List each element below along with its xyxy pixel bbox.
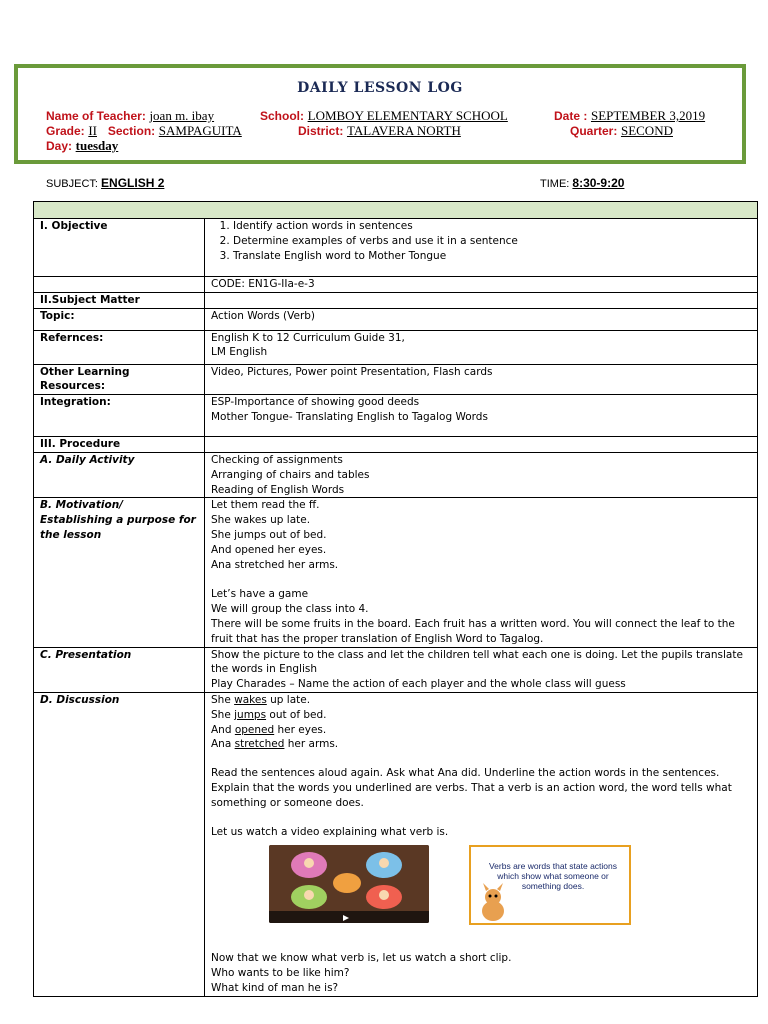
subject-value: ENGLISH 2 — [101, 176, 165, 190]
presentation-cell — [205, 647, 758, 692]
discussion-sentence: Ana stretched her arms. — [211, 738, 339, 751]
subject-matter-label: II.Subject Matter — [34, 292, 205, 308]
other-resources-cell: Video, Pictures, Power point Presentation, Flash cards — [205, 364, 758, 395]
references-label: Refernces: — [34, 330, 205, 364]
integration-label: Integration: — [34, 395, 205, 437]
table-row — [34, 498, 758, 647]
page-title: DAILY LESSON LOG — [297, 80, 463, 96]
table-row — [34, 692, 758, 996]
topic-cell: Action Words (Verb) — [205, 308, 758, 330]
presentation-label: C. Presentation — [34, 647, 205, 692]
references-cell — [205, 330, 758, 364]
motivation-label: B. Motivation/ Establishing a purpose for the lesson — [34, 498, 205, 647]
date-label: Date : — [554, 109, 588, 123]
table-row — [34, 219, 758, 277]
discussion-label: D. Discussion — [34, 692, 205, 996]
discussion-line: Who wants to be like him? — [211, 967, 350, 980]
quarter-field — [570, 123, 673, 139]
time-value: 8:30-9:20 — [572, 176, 625, 190]
presentation-line: Show the picture to the class and let the children tell what each one is doing. Let the pupils translate the words in English — [211, 648, 743, 676]
table-row — [34, 292, 758, 308]
table-row — [34, 308, 758, 330]
daily-activity-label: A. Daily Activity — [34, 452, 205, 497]
table-header-row — [34, 202, 758, 219]
integration-line: ESP-Importance of showing good deeds — [211, 396, 420, 409]
discussion-line: Now that we know what verb is, let us watch a short clip. — [211, 952, 512, 965]
presentation-line: Play Charades – Name the action of each player and the whole class will guess — [211, 678, 626, 691]
motivation-line: She wakes up late. — [211, 514, 311, 527]
motivation-cell — [205, 498, 758, 647]
district-label: District: — [298, 124, 344, 138]
date-value: SEPTEMBER 3,2019 — [590, 108, 706, 123]
quarter-value: SECOND — [620, 123, 673, 138]
teacher-value: joan m. ibay — [149, 108, 215, 123]
day-field — [46, 138, 118, 154]
grade-label: Grade: — [46, 124, 85, 138]
discussion-video-line: Let us watch a video explaining what verb is. — [211, 825, 449, 838]
discussion-cell — [205, 692, 758, 996]
list-item: 3. Translate English word to Mother Tongue — [233, 249, 751, 264]
section-value: SAMPAGUITA — [158, 123, 242, 138]
school-label: School: — [260, 109, 304, 123]
table-row — [34, 330, 758, 364]
table-row — [34, 437, 758, 453]
other-resources-label: Other Learning Resources: — [34, 364, 205, 395]
teacher-label: Name of Teacher: — [46, 109, 146, 123]
verb-definition-text: Verbs are words that state actions which show what someone or something does. — [488, 861, 618, 892]
video-thumbnail-image[interactable] — [269, 845, 429, 923]
topic-label: Topic: — [34, 308, 205, 330]
daily-line: Arranging of chairs and tables — [211, 468, 370, 481]
header-box — [14, 64, 746, 164]
discussion-sentence: She wakes up late. — [211, 693, 311, 706]
quarter-label: Quarter: — [570, 124, 618, 138]
integration-cell — [205, 395, 758, 437]
time-line — [540, 176, 624, 190]
discussion-paragraph: Read the sentences aloud again. Ask what Ana did. Underline the action words in the sentences. Explain that the words you underlined are verbs. That a verb is an action word, the word tells what something or someone does. — [211, 767, 732, 809]
motivation-line: She jumps out of bed. — [211, 528, 327, 541]
subject-line — [46, 176, 164, 190]
date-field — [554, 108, 705, 124]
motivation-line: Let’s have a game — [211, 588, 309, 601]
reference-line: English K to 12 Curriculum Guide 31, — [211, 331, 405, 344]
day-value: tuesday — [75, 138, 119, 153]
table-row — [34, 277, 758, 293]
reference-line: LM English — [211, 346, 268, 359]
motivation-line: Ana stretched her arms. — [211, 558, 339, 571]
motivation-line: We will group the class into 4. — [211, 603, 369, 616]
time-label: TIME: — [540, 178, 570, 190]
teacher-field — [46, 108, 214, 124]
school-value: LOMBOY ELEMENTARY SCHOOL — [307, 108, 508, 123]
verb-definition-image — [469, 845, 631, 925]
objective-label: I. Objective — [34, 219, 205, 277]
motivation-line: And opened her eyes. — [211, 543, 327, 556]
motivation-line: There will be some fruits in the board. Each fruit has a written word. You will connect the leaf to the fruit that has the proper translation of English Word to Tagalog. — [211, 617, 735, 645]
school-field — [260, 108, 508, 124]
discussion-sentence: She jumps out of bed. — [211, 708, 327, 721]
grade-section-field — [46, 123, 242, 139]
integration-line: Mother Tongue- Translating English to Tagalog Words — [211, 410, 488, 423]
subject-label: SUBJECT: — [46, 178, 98, 190]
daily-activity-cell — [205, 452, 758, 497]
district-value: TALAVERA NORTH — [346, 123, 461, 138]
procedure-label: III. Procedure — [34, 437, 205, 453]
list-item: 2. Determine examples of verbs and use it in a sentence — [233, 234, 751, 249]
list-item: 1. Identify action words in sentences — [233, 219, 751, 234]
table-row — [34, 364, 758, 395]
day-label: Day: — [46, 139, 73, 153]
motivation-line: Let them read the ff. — [211, 499, 320, 512]
daily-line: Reading of English Words — [211, 483, 345, 496]
daily-line: Checking of assignments — [211, 453, 343, 466]
lesson-table — [33, 201, 758, 997]
table-row — [34, 452, 758, 497]
objective-cell — [205, 219, 758, 277]
grade-value: II — [88, 123, 97, 138]
code-cell: CODE: EN1G-IIa-e-3 — [205, 277, 758, 293]
video-images — [211, 839, 751, 939]
section-label: Section: — [107, 124, 156, 138]
district-field — [298, 123, 461, 139]
discussion-line: What kind of man he is? — [211, 981, 339, 994]
table-row — [34, 395, 758, 437]
table-row — [34, 647, 758, 692]
discussion-sentence: And opened her eyes. — [211, 723, 327, 736]
